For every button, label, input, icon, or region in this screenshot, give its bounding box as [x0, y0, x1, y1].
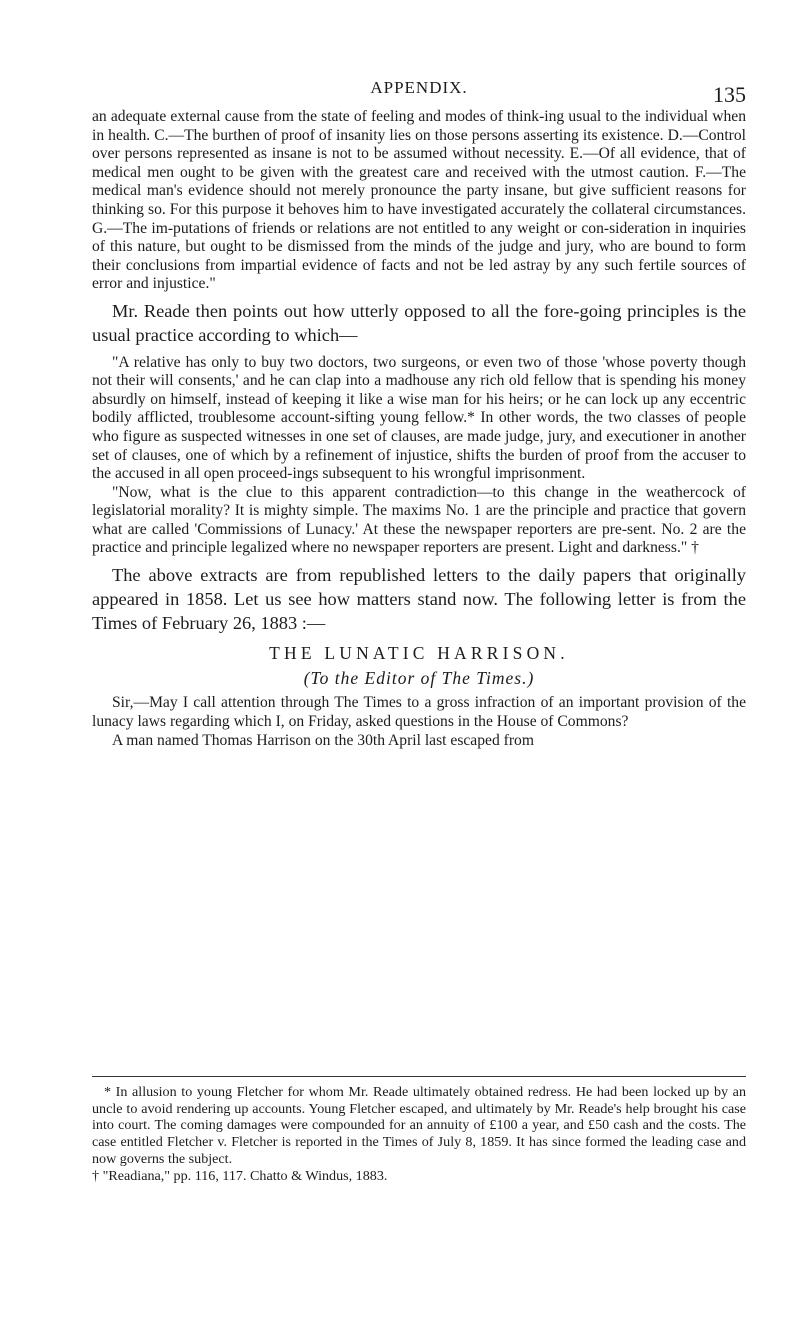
footnote-rule	[92, 1076, 746, 1078]
letter-subheading: (To the Editor of The Times.)	[303, 668, 535, 689]
running-header	[92, 78, 746, 108]
paragraph-extracts: The above extracts are from republished letters to the daily papers that originally appeared in 1858. Let us see how matters stand now. The following letter is from the Times of February 26, 1883 :—	[92, 565, 746, 633]
footnote-fletcher: * In allusion to young Fletcher for whom Mr. Reade ultimately obtained redress. He had been locked up by an uncle to avoid rendering up accounts. Young Fletcher escaped, and ultimately by Mr. Reade's help brought his case into court. The coming damages were compounded for an annuity of £100 a year, and £50 cash and the costs. The case entitled Fletcher v. Fletcher is reported in the Times of July 8, 1859. It has since formed the leading case and now governs the subject.	[92, 1084, 746, 1167]
paragraph-maxims-continued: an adequate external cause from the state of feeling and modes of think-ing usual to the individual when in health. C.—The burthen of proof of insanity lies on those persons asserting its existence. D.—Control over persons represented as insane is not to be assumed without necessity. E.—Of all evidence, that of medical men ought to be given with the greatest care and received with the utmost caution. F.—The medical man's evidence should not merely pronounce the party insane, but give sufficient reasons for thinking so. For this purpose it behoves him to have investigated accurately the collateral circumstances. G.—The im-putations of friends or relations are not entitled to any weight or con-sideration in inquiries of this nature, but ought to be dismissed from the minds of the judge and jury, who are bound to form their conclusions from impartial evidence of facts and not be led astray by any such fertile sources of error and injustice."	[92, 108, 746, 293]
running-title: APPENDIX.	[370, 78, 468, 97]
page-number: 135	[713, 82, 746, 107]
footnotes	[92, 1084, 746, 1184]
quote-relative: "A relative has only to buy two doctors, two surgeons, or even two of those 'whose poverty though not their will consents,' and he can clap into a madhouse any rich old fellow that is spending his money absurdly on himself, instead of keeping it like a wise man for his heirs; or he can lock up any eccentric bodily afflicted, troublesome account-sifting young fellow.* In other words, the two classes of people who figure as suspected witnesses in one set of clauses, are made judge, jury, and executioner in another set of clauses, one of which by a refinement of injustice, shifts the burden of proof from the accuser to the accused in all open proceed-ings subsequent to his wrongful imprisonment.	[92, 353, 746, 483]
letter-paragraph-sir: Sir,—May I call attention through The Times to a gross infraction of an important provision of the lunacy laws regarding which I, on Friday, asked questions in the House of Commons?	[92, 694, 746, 731]
paragraph-reade-points-out: Mr. Reade then points out how utterly opposed to all the fore-going principles is the usual practice according to which—	[92, 300, 746, 345]
footnote-readiana: † "Readiana," pp. 116, 117. Chatto & Windus, 1883.	[92, 1167, 388, 1184]
body-text	[92, 108, 746, 750]
letter-paragraph-harrison: A man named Thomas Harrison on the 30th April last escaped from	[112, 731, 534, 749]
quote-weathercock: "Now, what is the clue to this apparent contradiction—to this change in the weathercock of legislatorial morality? It is mighty simple. The maxims No. 1 are the principle and practice that govern what are called 'Commissions of Lunacy.' At these the newspaper reporters are pre-sent. No. 2 are the practice and principle legalized where no newspaper reporters are present. Light and darkness." †	[92, 483, 746, 557]
letter-heading: THE LUNATIC HARRISON.	[269, 643, 569, 664]
